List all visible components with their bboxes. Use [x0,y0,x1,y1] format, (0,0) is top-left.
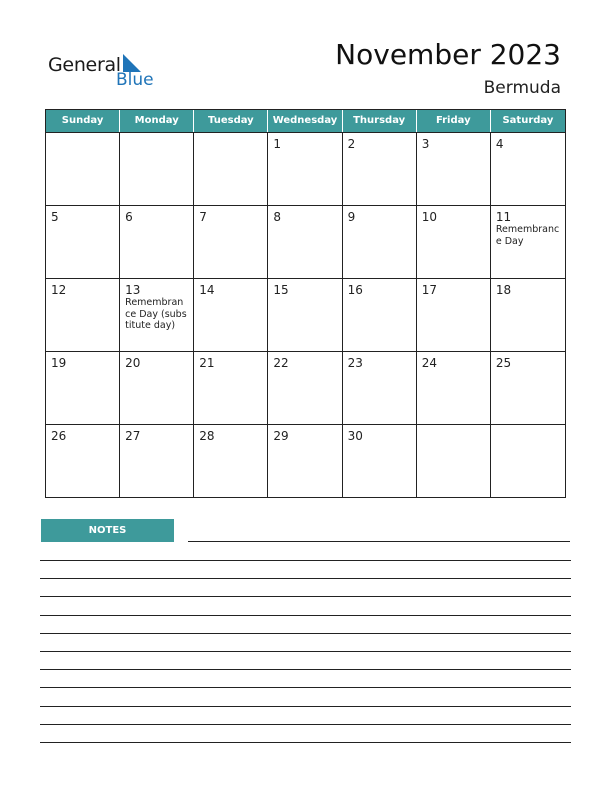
day-number: 6 [125,210,133,224]
note-line [40,724,571,725]
calendar-day-cell [491,133,565,205]
calendar-week-row [46,278,565,351]
notes-header: NOTES [41,519,174,542]
brand-logo [48,52,158,92]
note-line [40,706,571,707]
day-number: 28 [199,429,215,443]
day-number: 12 [51,283,67,297]
calendar-day-cell [46,352,120,424]
day-number: 30 [347,429,363,443]
calendar-week-row [46,205,565,278]
calendar-day-cell [343,279,417,351]
calendar-day-cell [120,206,194,278]
calendar-day-cell [343,206,417,278]
day-number: 1 [273,137,282,151]
day-number: 9 [347,210,356,224]
page-title: November 2023 [335,38,561,71]
calendar-day-cell [120,133,194,205]
calendar-day-cell [194,206,268,278]
calendar-day-cell [417,206,491,278]
note-line [40,651,571,652]
calendar-day-cell [343,425,417,497]
calendar-day-cell [343,133,417,205]
calendar-day-cell [417,279,491,351]
note-line [40,742,571,743]
logo-text-blue: Blue [116,70,154,90]
calendar-day-cell [491,206,565,278]
calendar-day-cell [120,425,194,497]
day-number: 25 [495,356,512,370]
calendar-day-cell [491,425,565,497]
day-number: 21 [199,356,215,370]
day-number: 2 [347,137,356,151]
day-number: 8 [273,210,282,224]
day-number: 26 [51,429,67,443]
day-number: 20 [125,356,141,370]
calendar-day-cell [194,352,268,424]
calendar-day-cell [46,279,120,351]
weekday-header-row [46,110,565,132]
day-number: 29 [273,429,289,443]
day-number: 11 [495,210,512,224]
calendar-day-cell [343,352,417,424]
weekday-header: Monday [120,110,194,132]
day-number: 15 [273,283,289,297]
calendar-day-cell [194,279,268,351]
day-number: 27 [125,429,141,443]
calendar-day-cell [120,279,194,351]
page-subtitle: Bermuda [483,78,561,98]
calendar-weeks [46,132,565,497]
calendar-day-cell [268,425,342,497]
calendar-day-cell [268,206,342,278]
calendar-week-row [46,351,565,424]
note-line [40,615,571,616]
day-number: 10 [421,210,437,224]
weekday-header: Wednesday [268,110,342,132]
weekday-header: Sunday [46,110,120,132]
note-line [40,560,571,561]
day-number: 22 [273,356,289,370]
logo-text-general: General [48,54,121,76]
day-number: 24 [421,356,437,370]
day-number: 18 [495,283,512,297]
calendar-day-cell [194,425,268,497]
day-number: 17 [421,283,437,297]
calendar-day-cell [268,279,342,351]
day-number: 19 [51,356,67,370]
calendar-day-cell [417,425,491,497]
weekday-header: Thursday [343,110,417,132]
weekday-header: Saturday [502,115,554,126]
day-number: 16 [347,283,363,297]
calendar-day-cell [46,206,120,278]
calendar-day-cell [491,352,565,424]
day-number: 5 [51,210,59,224]
weekday-header: Friday [417,110,491,132]
note-line [188,541,570,542]
calendar-day-cell [491,279,565,351]
day-number: 4 [495,137,504,151]
calendar-day-cell [194,133,268,205]
day-number: 14 [199,283,215,297]
note-line [40,687,571,688]
calendar-day-cell [120,352,194,424]
calendar-day-cell [268,352,342,424]
holiday-label: Remembrance Day [495,224,560,247]
note-line [40,633,571,634]
day-number: 23 [347,356,363,370]
day-number: 13 [125,283,141,297]
day-number: 3 [421,137,430,151]
calendar-grid [45,109,566,498]
note-line [40,578,571,579]
note-line [40,596,571,597]
calendar-day-cell [417,352,491,424]
calendar-week-row [46,132,565,205]
calendar-day-cell [46,133,120,205]
calendar-week-row [46,424,565,497]
calendar-day-cell [46,425,120,497]
weekday-header: Tuesday [194,110,268,132]
note-line [40,669,571,670]
holiday-label: Remembrance Day (substitute day) [125,297,187,331]
calendar-day-cell [417,133,491,205]
day-number: 7 [199,210,207,224]
calendar-day-cell [268,133,342,205]
